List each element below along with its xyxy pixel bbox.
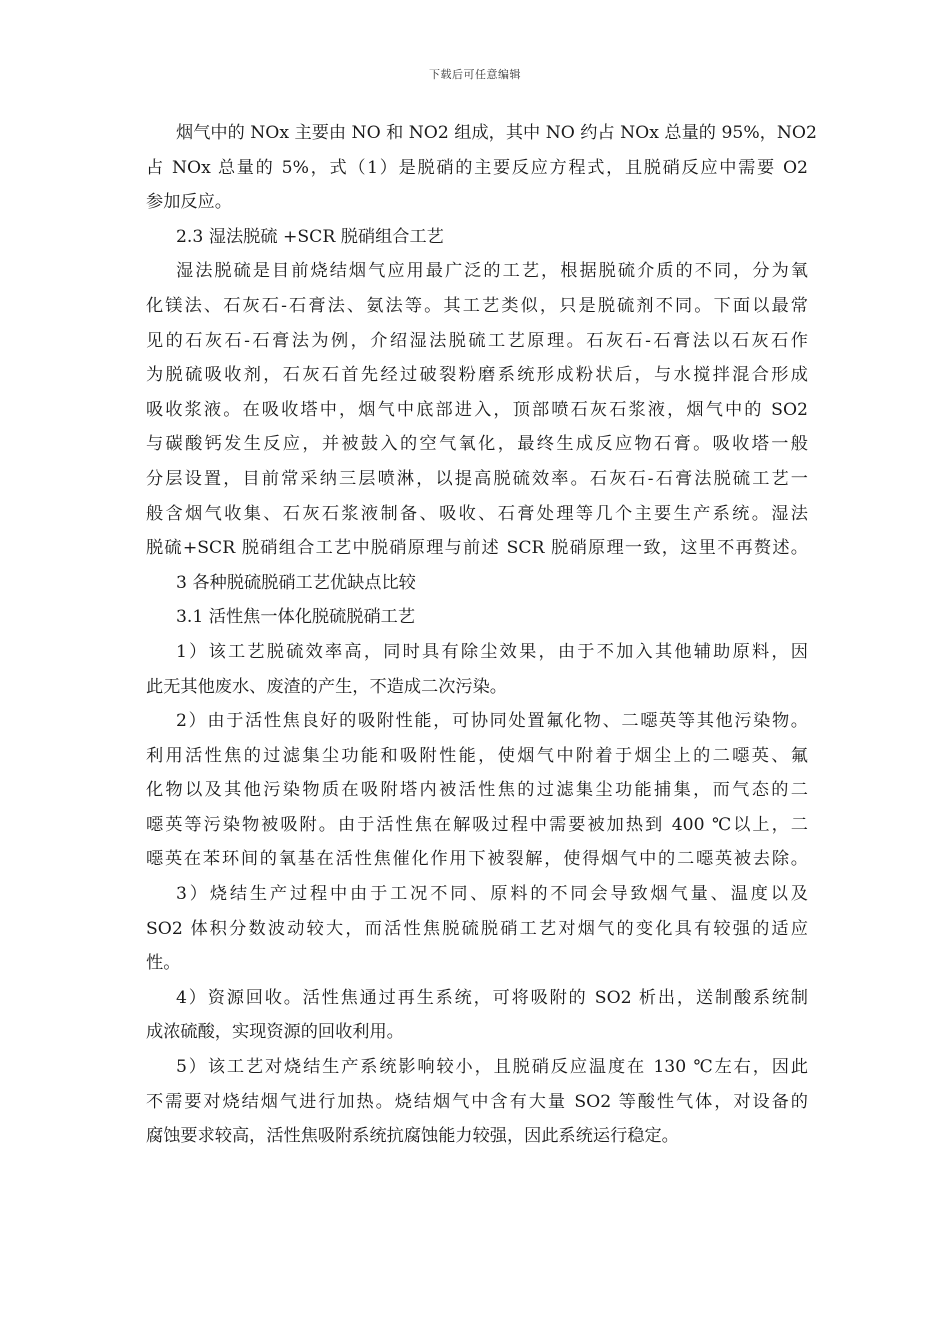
text-line: 3）烧结生产过程中由于工况不同、原料的不同会导致烟气量、温度以及 <box>176 884 808 905</box>
text-line: 1）该工艺脱硫效率高，同时具有除尘效果，由于不加入其他辅助原料，因 <box>176 641 808 662</box>
text-line: 般含烟气收集、石灰石浆液制备、吸收、石膏处理等几个主要生产系统。湿法 <box>146 503 808 524</box>
text-line: 占 NOx 总量的 5%，式（1）是脱硝的主要反应方程式，且脱硝反应中需要 O2 <box>146 157 808 178</box>
text-line: 2.3 湿法脱硫 +SCR 脱硝组合工艺 <box>176 226 444 247</box>
text-line: 与碳酸钙发生反应，并被鼓入的空气氧化，最终生成反应物石膏。吸收塔一般 <box>146 434 808 455</box>
text-line: SO2 体积分数波动较大，而活性焦脱硫脱硝工艺对烟气的变化具有较强的适应 <box>146 918 808 939</box>
text-line: 参加反应。 <box>146 192 232 213</box>
text-line: 见的石灰石-石膏法为例，介绍湿法脱硫工艺原理。石灰石-石膏法以石灰石作 <box>146 330 808 351</box>
text-line: 为脱硫吸收剂，石灰石首先经过破裂粉磨系统形成粉状后，与水搅拌混合形成 <box>146 365 808 386</box>
text-line: 不需要对烧结烟气进行加热。烧结烟气中含有大量 SO2 等酸性气体，对设备的 <box>146 1091 808 1112</box>
text-line: 4）资源回收。活性焦通过再生系统，可将吸附的 SO2 析出，送制酸系统制 <box>176 987 808 1008</box>
text-line: 成浓硫酸，实现资源的回收利用。 <box>146 1022 404 1043</box>
text-line: 烟气中的 NOx 主要由 NO 和 NO2 组成，其中 NO 约占 NOx 总量的 95%，NO2 <box>176 123 817 143</box>
text-line: 脱硫+SCR 脱硝组合工艺中脱硝原理与前述 SCR 脱硝原理一致，这里不再赘述。 <box>146 538 808 559</box>
page-header: 下载后可任意编辑 <box>429 68 521 81</box>
text-line: 噁英等污染物被吸附。由于活性焦在解吸过程中需要被加热到 400 ℃以上，二 <box>146 814 808 835</box>
text-line: 噁英在苯环间的氧基在活性焦催化作用下被裂解，使得烟气中的二噁英被去除。 <box>146 849 808 870</box>
text-line: 2）由于活性焦良好的吸附性能，可协同处置氟化物、二噁英等其他污染物。 <box>176 711 808 732</box>
document-body <box>146 116 817 1154</box>
text-line: 5）该工艺对烧结生产系统影响较小，且脱硝反应温度在 130 ℃左右，因此 <box>176 1057 808 1078</box>
text-line: 化镁法、石灰石-石膏法、氨法等。其工艺类似，只是脱硫剂不同。下面以最常 <box>146 295 808 316</box>
text-line: 3 各种脱硫脱硝工艺优缺点比较 <box>176 572 416 593</box>
text-line: 分层设置，目前常采纳三层喷淋，以提高脱硫效率。石灰石-石膏法脱硫工艺一 <box>146 468 808 489</box>
text-line: 此无其他废水、废渣的产生，不造成二次污染。 <box>146 676 507 697</box>
text-line: 利用活性焦的过滤集尘功能和吸附性能，使烟气中附着于烟尘上的二噁英、氟 <box>146 745 808 766</box>
text-line: 3.1 活性焦一体化脱硫脱硝工艺 <box>176 607 416 628</box>
text-line: 湿法脱硫是目前烧结烟气应用最广泛的工艺，根据脱硫介质的不同，分为氧 <box>176 261 808 282</box>
text-line: 化物以及其他污染物质在吸附塔内被活性焦的过滤集尘功能捕集，而气态的二 <box>146 780 808 801</box>
text-line: 腐蚀要求较高，活性焦吸附系统抗腐蚀能力较强，因此系统运行稳定。 <box>146 1126 679 1147</box>
text-line: 性。 <box>146 953 181 974</box>
text-line: 吸收浆液。在吸收塔中，烟气中底部进入，顶部喷石灰石浆液，烟气中的 SO2 <box>146 399 808 420</box>
